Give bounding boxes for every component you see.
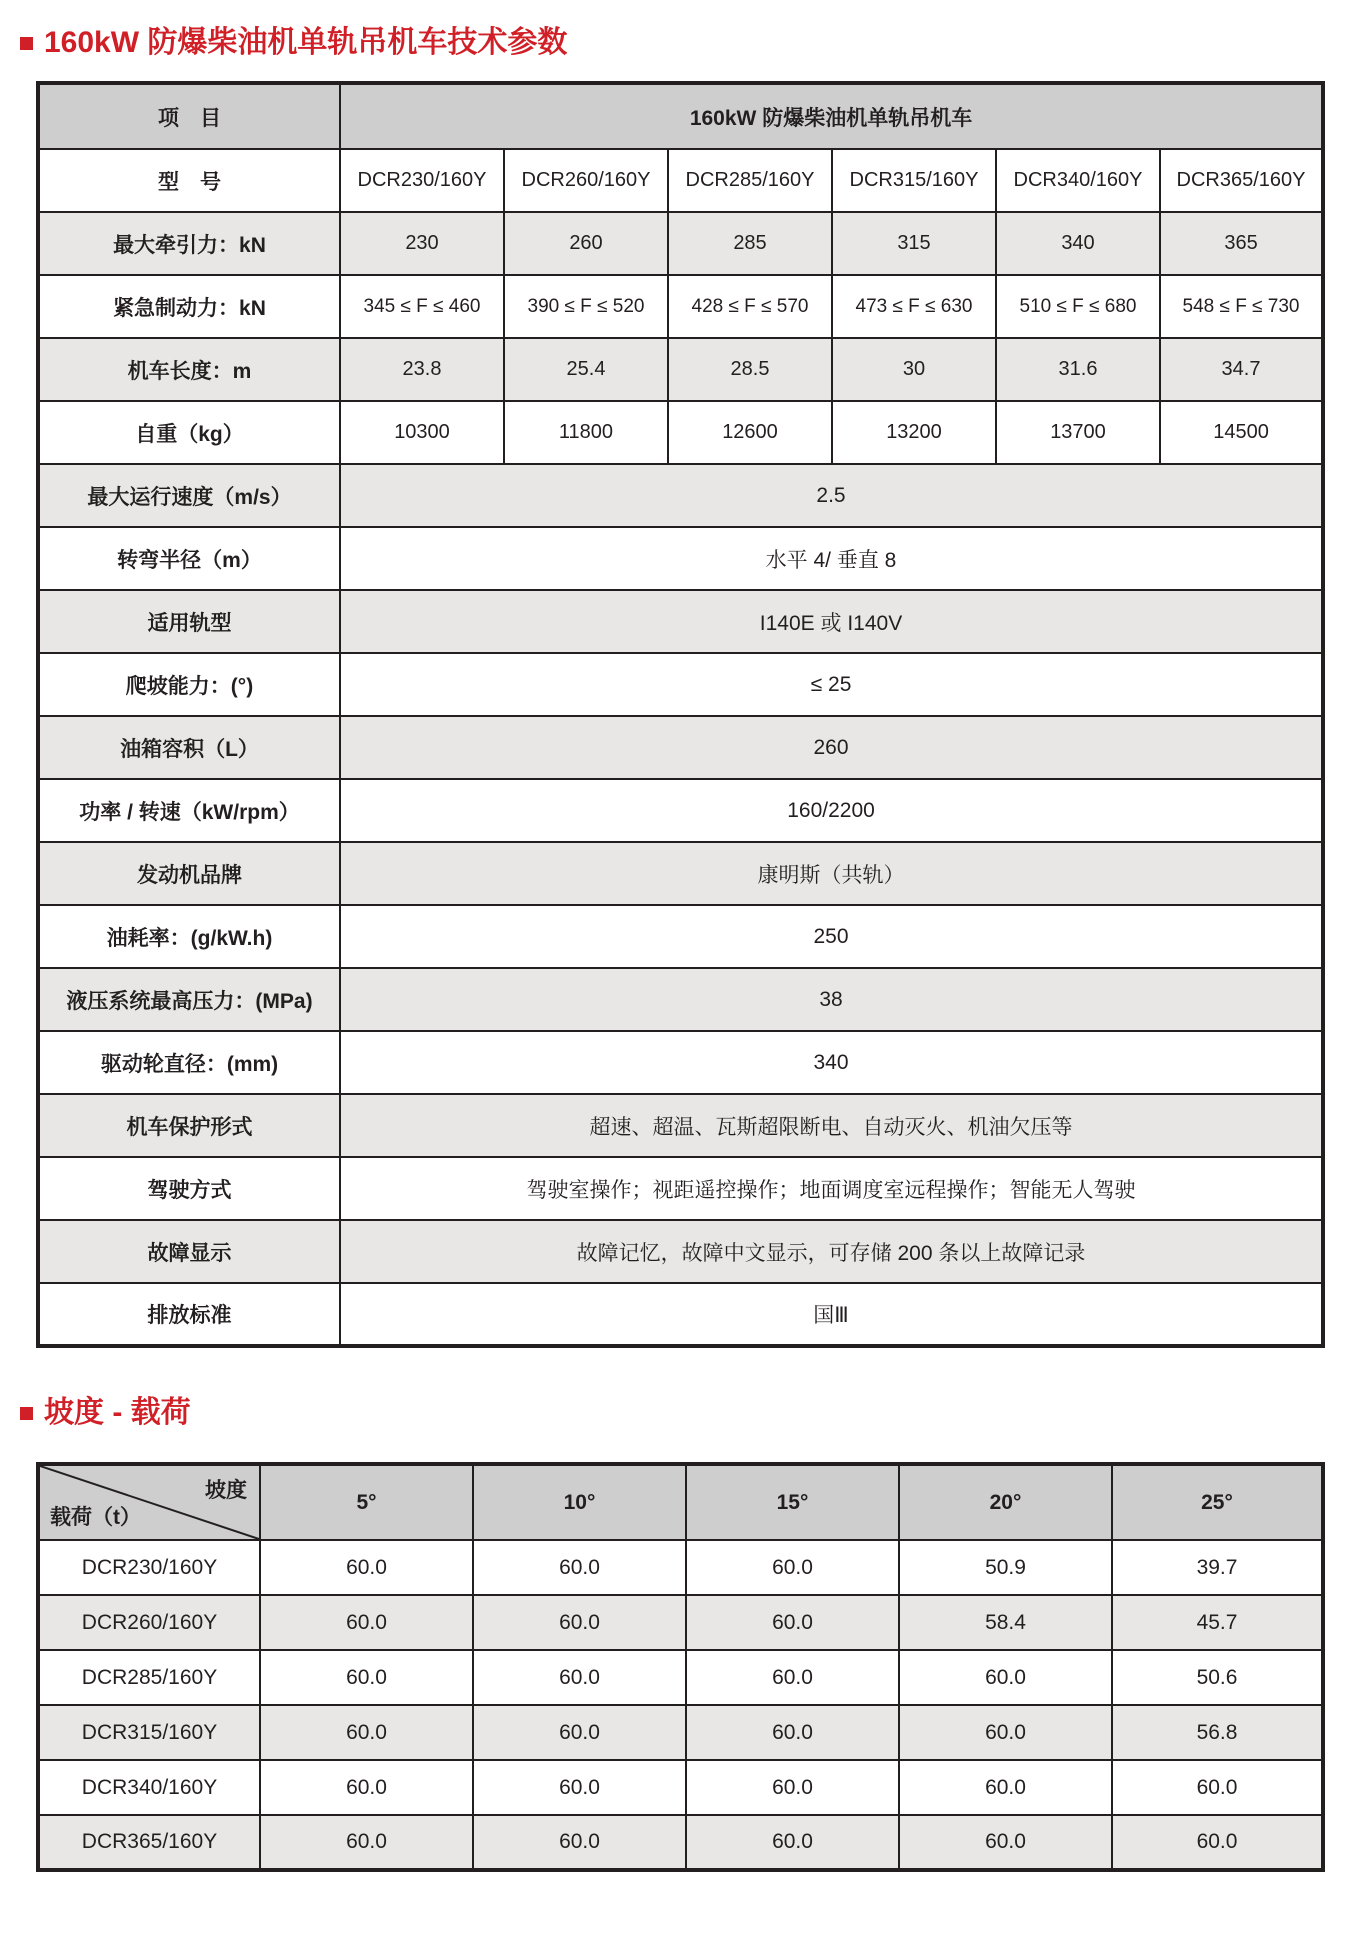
param-label-cell: 转弯半径（m） <box>38 527 340 590</box>
slope-table-header-row <box>38 1464 1323 1540</box>
table-row-turn-radius <box>38 527 1323 590</box>
slope-table-row <box>38 1705 1323 1760</box>
load-value-cell: 60.0 <box>899 1650 1112 1705</box>
param-value-cell: 故障记忆，故障中文显示，可存储 200 条以上故障记录 <box>340 1220 1323 1283</box>
param-label-cell: 机车长度：m <box>38 338 340 401</box>
param-value-cell: 31.6 <box>996 338 1160 401</box>
load-value-cell: 60.0 <box>260 1595 473 1650</box>
model-name-cell: DCR365/160Y <box>38 1815 260 1870</box>
model-name-cell: DCR230/160Y <box>340 149 504 212</box>
param-value-cell: 340 <box>996 212 1160 275</box>
table-header-row <box>38 83 1323 149</box>
param-label-cell: 油耗率：(g/kW.h) <box>38 905 340 968</box>
param-label-cell: 发动机品牌 <box>38 842 340 905</box>
param-value-cell: 260 <box>340 716 1323 779</box>
table-row-rail-type <box>38 590 1323 653</box>
table-row-max-speed <box>38 464 1323 527</box>
param-value-cell: ≤ 25 <box>340 653 1323 716</box>
param-value-cell: 12600 <box>668 401 832 464</box>
load-value-cell: 60.0 <box>686 1595 899 1650</box>
table-row-fuel-tank <box>38 716 1323 779</box>
load-value-cell: 60.0 <box>473 1595 686 1650</box>
load-value-cell: 60.0 <box>260 1650 473 1705</box>
param-value-cell: 2.5 <box>340 464 1323 527</box>
param-value-cell: 230 <box>340 212 504 275</box>
section-title-slope-load <box>20 1396 1357 1430</box>
param-value-cell: 390 ≤ F ≤ 520 <box>504 275 668 338</box>
model-name-cell: DCR285/160Y <box>38 1650 260 1705</box>
param-value-cell: 34.7 <box>1160 338 1323 401</box>
load-value-cell: 60.0 <box>260 1760 473 1815</box>
tech-params-table <box>36 81 1325 1348</box>
param-value-cell: 345 ≤ F ≤ 460 <box>340 275 504 338</box>
model-name-cell: DCR365/160Y <box>1160 149 1323 212</box>
slope-load-table <box>36 1462 1325 1872</box>
slope-table-row <box>38 1650 1323 1705</box>
red-square-bullet-icon <box>20 1407 33 1420</box>
table-row-power-rpm <box>38 779 1323 842</box>
slope-table-row <box>38 1595 1323 1650</box>
table-row-traction <box>38 212 1323 275</box>
param-value-cell: 国Ⅲ <box>340 1283 1323 1346</box>
load-value-cell: 60.0 <box>686 1815 899 1870</box>
param-value-cell: 10300 <box>340 401 504 464</box>
load-value-cell: 60.0 <box>686 1760 899 1815</box>
param-value-cell: 428 ≤ F ≤ 570 <box>668 275 832 338</box>
table-row-fuel-consumption <box>38 905 1323 968</box>
load-value-cell: 60.0 <box>686 1540 899 1595</box>
load-value-cell: 58.4 <box>899 1595 1112 1650</box>
table-row-hydraulic-pressure <box>38 968 1323 1031</box>
load-value-cell: 60.0 <box>260 1815 473 1870</box>
param-value-cell: 13700 <box>996 401 1160 464</box>
param-value-cell: 25.4 <box>504 338 668 401</box>
param-value-cell: 13200 <box>832 401 996 464</box>
param-label-cell: 故障显示 <box>38 1220 340 1283</box>
load-value-cell: 60.0 <box>260 1540 473 1595</box>
red-square-bullet-icon <box>20 37 33 50</box>
model-name-cell: DCR260/160Y <box>38 1595 260 1650</box>
header-item-cell: 项 目 <box>38 83 340 149</box>
load-value-cell: 60.0 <box>1112 1815 1323 1870</box>
param-value-cell: 28.5 <box>668 338 832 401</box>
load-value-cell: 50.6 <box>1112 1650 1323 1705</box>
load-value-cell: 60.0 <box>686 1705 899 1760</box>
param-label-cell: 机车保护形式 <box>38 1094 340 1157</box>
param-value-cell: 38 <box>340 968 1323 1031</box>
param-value-cell: I140E 或 I140V <box>340 590 1323 653</box>
param-label-cell: 最大牵引力：kN <box>38 212 340 275</box>
param-label-cell: 爬坡能力：(°) <box>38 653 340 716</box>
load-value-cell: 60.0 <box>473 1705 686 1760</box>
param-label-cell: 最大运行速度（m/s） <box>38 464 340 527</box>
param-value-cell: 30 <box>832 338 996 401</box>
section-title-text: 160kW 防爆柴油机单轨吊机车技术参数 <box>44 26 568 59</box>
param-value-cell: 14500 <box>1160 401 1323 464</box>
param-label-cell: 功率 / 转速（kW/rpm） <box>38 779 340 842</box>
param-value-cell: 510 ≤ F ≤ 680 <box>996 275 1160 338</box>
slope-column-header: 20° <box>899 1464 1112 1540</box>
table-row-gradeability <box>38 653 1323 716</box>
param-label-cell: 液压系统最高压力：(MPa) <box>38 968 340 1031</box>
param-value-cell: 超速、超温、瓦斯超限断电、自动灭火、机油欠压等 <box>340 1094 1323 1157</box>
corner-label-load: 载荷（t） <box>50 1506 141 1529</box>
load-value-cell: 60.0 <box>260 1705 473 1760</box>
model-name-cell: DCR285/160Y <box>668 149 832 212</box>
diagonal-header-cell <box>38 1464 260 1540</box>
table-row-drive-wheel-diameter <box>38 1031 1323 1094</box>
load-value-cell: 50.9 <box>899 1540 1112 1595</box>
load-value-cell: 60.0 <box>1112 1760 1323 1815</box>
load-value-cell: 60.0 <box>473 1760 686 1815</box>
slope-table-row <box>38 1760 1323 1815</box>
param-label-cell: 自重（kg） <box>38 401 340 464</box>
table-row-model <box>38 149 1323 212</box>
section-title-text: 坡度 - 载荷 <box>44 1396 191 1429</box>
corner-label-slope: 坡度 <box>205 1479 247 1502</box>
slope-column-header: 15° <box>686 1464 899 1540</box>
param-value-cell: 365 <box>1160 212 1323 275</box>
param-value-cell: 驾驶室操作；视距遥控操作；地面调度室远程操作；智能无人驾驶 <box>340 1157 1323 1220</box>
param-label-cell: 紧急制动力：kN <box>38 275 340 338</box>
table-row-length <box>38 338 1323 401</box>
load-value-cell: 60.0 <box>899 1705 1112 1760</box>
table-row-driving-mode <box>38 1157 1323 1220</box>
table-row-protection <box>38 1094 1323 1157</box>
load-value-cell: 39.7 <box>1112 1540 1323 1595</box>
param-value-cell: 160/2200 <box>340 779 1323 842</box>
load-value-cell: 56.8 <box>1112 1705 1323 1760</box>
model-name-cell: DCR340/160Y <box>996 149 1160 212</box>
table-row-emission-standard <box>38 1283 1323 1346</box>
param-value-cell: 11800 <box>504 401 668 464</box>
section-title-tech-params <box>20 26 1357 60</box>
slope-table-row <box>38 1540 1323 1595</box>
load-value-cell: 60.0 <box>473 1540 686 1595</box>
model-name-cell: DCR230/160Y <box>38 1540 260 1595</box>
param-value-cell: 285 <box>668 212 832 275</box>
load-value-cell: 60.0 <box>899 1815 1112 1870</box>
param-label-cell: 排放标准 <box>38 1283 340 1346</box>
slope-column-header: 10° <box>473 1464 686 1540</box>
model-name-cell: DCR260/160Y <box>504 149 668 212</box>
param-value-cell: 340 <box>340 1031 1323 1094</box>
param-label-cell: 油箱容积（L） <box>38 716 340 779</box>
slope-column-header: 5° <box>260 1464 473 1540</box>
param-value-cell: 水平 4/ 垂直 8 <box>340 527 1323 590</box>
model-name-cell: DCR340/160Y <box>38 1760 260 1815</box>
load-value-cell: 45.7 <box>1112 1595 1323 1650</box>
param-value-cell: 473 ≤ F ≤ 630 <box>832 275 996 338</box>
load-value-cell: 60.0 <box>473 1815 686 1870</box>
param-label-cell: 型 号 <box>38 149 340 212</box>
param-value-cell: 23.8 <box>340 338 504 401</box>
table-row-weight <box>38 401 1323 464</box>
param-label-cell: 驾驶方式 <box>38 1157 340 1220</box>
param-label-cell: 适用轨型 <box>38 590 340 653</box>
model-name-cell: DCR315/160Y <box>38 1705 260 1760</box>
param-value-cell: 250 <box>340 905 1323 968</box>
slope-table-row <box>38 1815 1323 1870</box>
param-label-cell: 驱动轮直径：(mm) <box>38 1031 340 1094</box>
load-value-cell: 60.0 <box>899 1760 1112 1815</box>
model-name-cell: DCR315/160Y <box>832 149 996 212</box>
load-value-cell: 60.0 <box>473 1650 686 1705</box>
param-value-cell: 康明斯（共轨） <box>340 842 1323 905</box>
param-value-cell: 315 <box>832 212 996 275</box>
table-row-engine-brand <box>38 842 1323 905</box>
param-value-cell: 548 ≤ F ≤ 730 <box>1160 275 1323 338</box>
header-product-cell: 160kW 防爆柴油机单轨吊机车 <box>340 83 1323 149</box>
param-value-cell: 260 <box>504 212 668 275</box>
table-row-fault-display <box>38 1220 1323 1283</box>
slope-column-header: 25° <box>1112 1464 1323 1540</box>
table-row-braking <box>38 275 1323 338</box>
load-value-cell: 60.0 <box>686 1650 899 1705</box>
